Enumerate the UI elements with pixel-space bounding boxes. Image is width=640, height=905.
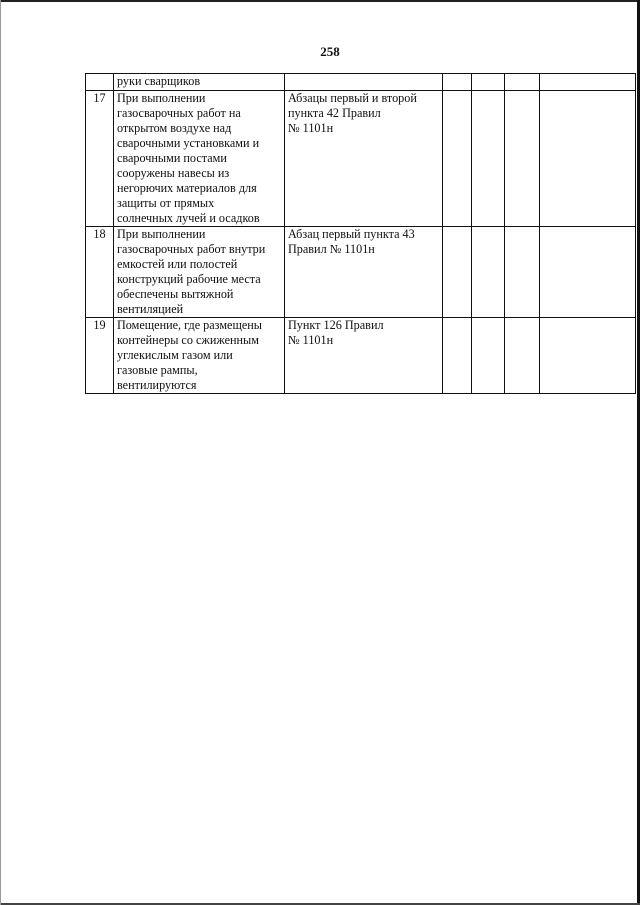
cell-mark [472,74,505,91]
cell-note [540,227,636,318]
text-line: вентиляцией [117,302,184,316]
ref-line: № 1101н [288,333,334,347]
text-line: контейнеры со сжиженным [117,333,259,347]
text-line: сварочными установками и [117,136,260,150]
cell-text: руки сварщиков [114,74,285,91]
legal-reference [285,318,443,394]
table-row [86,91,636,227]
ref-line: Пункт 126 Правил [288,318,384,332]
text-line: углекислым газом или [117,348,233,362]
cell-mark [505,74,540,91]
ref-line: Абзац первый пункта 43 [288,227,415,241]
text-line: негорючих материалов для [117,181,257,195]
requirement-text [114,227,285,318]
cell-mark [472,91,505,227]
ref-line: пункта 42 Правил [288,106,381,120]
page-edge-left [0,0,1,905]
table-row [86,227,636,318]
text-line: сварочными постами [117,151,227,165]
table-row [86,318,636,394]
cell-note [540,318,636,394]
requirement-text [114,91,285,227]
cell-mark [443,227,472,318]
text-line: газосварочных работ на [117,106,241,120]
legal-reference [285,91,443,227]
text-line: Помещение, где размещены [117,318,262,332]
cell-mark [443,91,472,227]
row-number: 19 [86,318,114,394]
cell-mark [472,227,505,318]
table-row-continuation [86,74,636,91]
cell-ref [285,74,443,91]
row-number: 18 [86,227,114,318]
requirement-text [114,318,285,394]
ref-line: № 1101н [288,121,334,135]
cell-mark [505,227,540,318]
legal-reference [285,227,443,318]
cell-mark [443,74,472,91]
text-line: При выполнении [117,91,206,105]
text-line: защиты от прямых [117,196,215,210]
page-edge-top [0,0,640,2]
page-number: 258 [320,44,340,59]
cell-mark [505,318,540,394]
cell-mark [472,318,505,394]
cell-mark [443,318,472,394]
ref-line: Абзацы первый и второй [288,91,417,105]
text-line: сооружены навесы из [117,166,230,180]
cell-note [540,91,636,227]
cell-note [540,74,636,91]
ref-line: Правил № 1101н [288,242,375,256]
text-line: солнечных лучей и осадков [117,211,260,225]
cell-num [86,74,114,91]
cell-mark [505,91,540,227]
text-line: вентилируются [117,378,197,392]
text-line: емкостей или полостей [117,257,238,271]
row-number: 17 [86,91,114,227]
text-line: При выполнении [117,227,206,241]
text-line: открытом воздухе над [117,121,232,135]
text-line: конструкций рабочие места [117,272,261,286]
text-line: газовые рампы, [117,363,198,377]
text-line: газосварочных работ внутри [117,242,266,256]
requirements-table [85,73,636,394]
text-line: обеспечены вытяжной [117,287,234,301]
